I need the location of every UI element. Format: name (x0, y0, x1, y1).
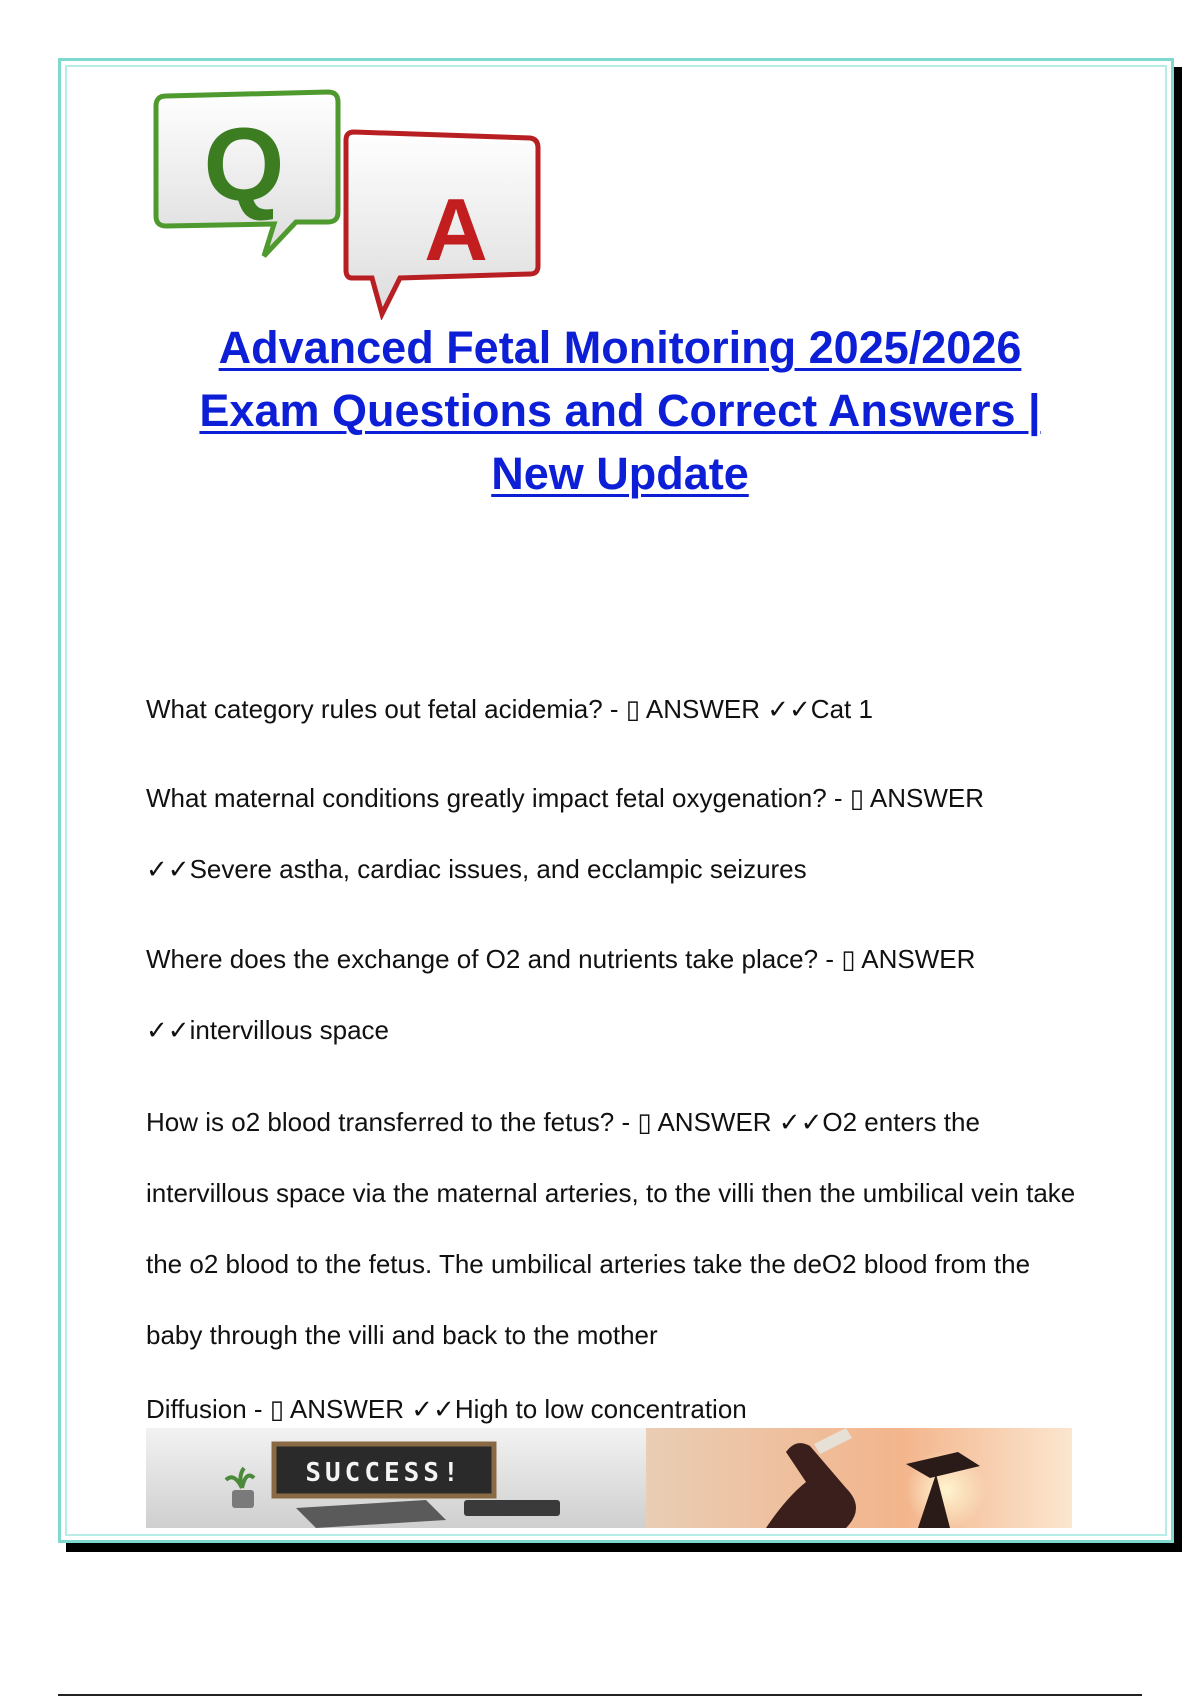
title-line-3: New Update (491, 448, 749, 499)
qa-question: Diffusion - ▯ ANSWER ✓✓ (146, 1394, 455, 1424)
qa-question: What maternal conditions greatly impact fetal oxygenation? - ▯ ANSWER ✓✓ (146, 783, 985, 884)
qa-answer: High to low concentration (454, 1394, 747, 1424)
footer-banner (146, 1428, 1072, 1528)
qa-speech-bubbles-icon (146, 88, 542, 320)
qa-answer: Severe astha, cardiac issues, and ecclampic seizures (189, 854, 807, 884)
qa-question: Where does the exchange of O2 and nutrients take place? - ▯ ANSWER ✓✓ (146, 944, 976, 1045)
q-letter: Q (203, 107, 285, 223)
qa-question: How is o2 blood transferred to the fetus? - ▯ ANSWER ✓✓ (146, 1107, 823, 1137)
qa-item (146, 1087, 1086, 1371)
a-letter: A (424, 180, 488, 279)
qa-question: What category rules out fetal acidemia? - ▯ ANSWER ✓✓ (146, 694, 811, 724)
success-desk-icon (146, 1428, 646, 1528)
title-line-1: Advanced Fetal Monitoring 2025/2026 (218, 322, 1022, 373)
qa-answer: Cat 1 (810, 694, 873, 724)
graduate-silhouette-icon (646, 1428, 1072, 1528)
qa-item (146, 674, 1086, 745)
success-sign-text: SUCCESS! (305, 1458, 463, 1488)
qa-answer: O2 enters the intervillous space via the maternal arteries, to the villi then the umbilical vein take the o2 blood to the fetus. The umbilical arteries take the deO2 blood from the baby through the villi and back to the mother (146, 1107, 1076, 1350)
qa-answer: intervillous space (189, 1015, 390, 1045)
footer-rule (58, 1694, 1142, 1696)
qa-item (146, 763, 1086, 905)
title-line-2: Exam Questions and Correct Answers | (199, 385, 1041, 436)
document-title (140, 316, 1100, 505)
qa-item (146, 924, 1086, 1066)
